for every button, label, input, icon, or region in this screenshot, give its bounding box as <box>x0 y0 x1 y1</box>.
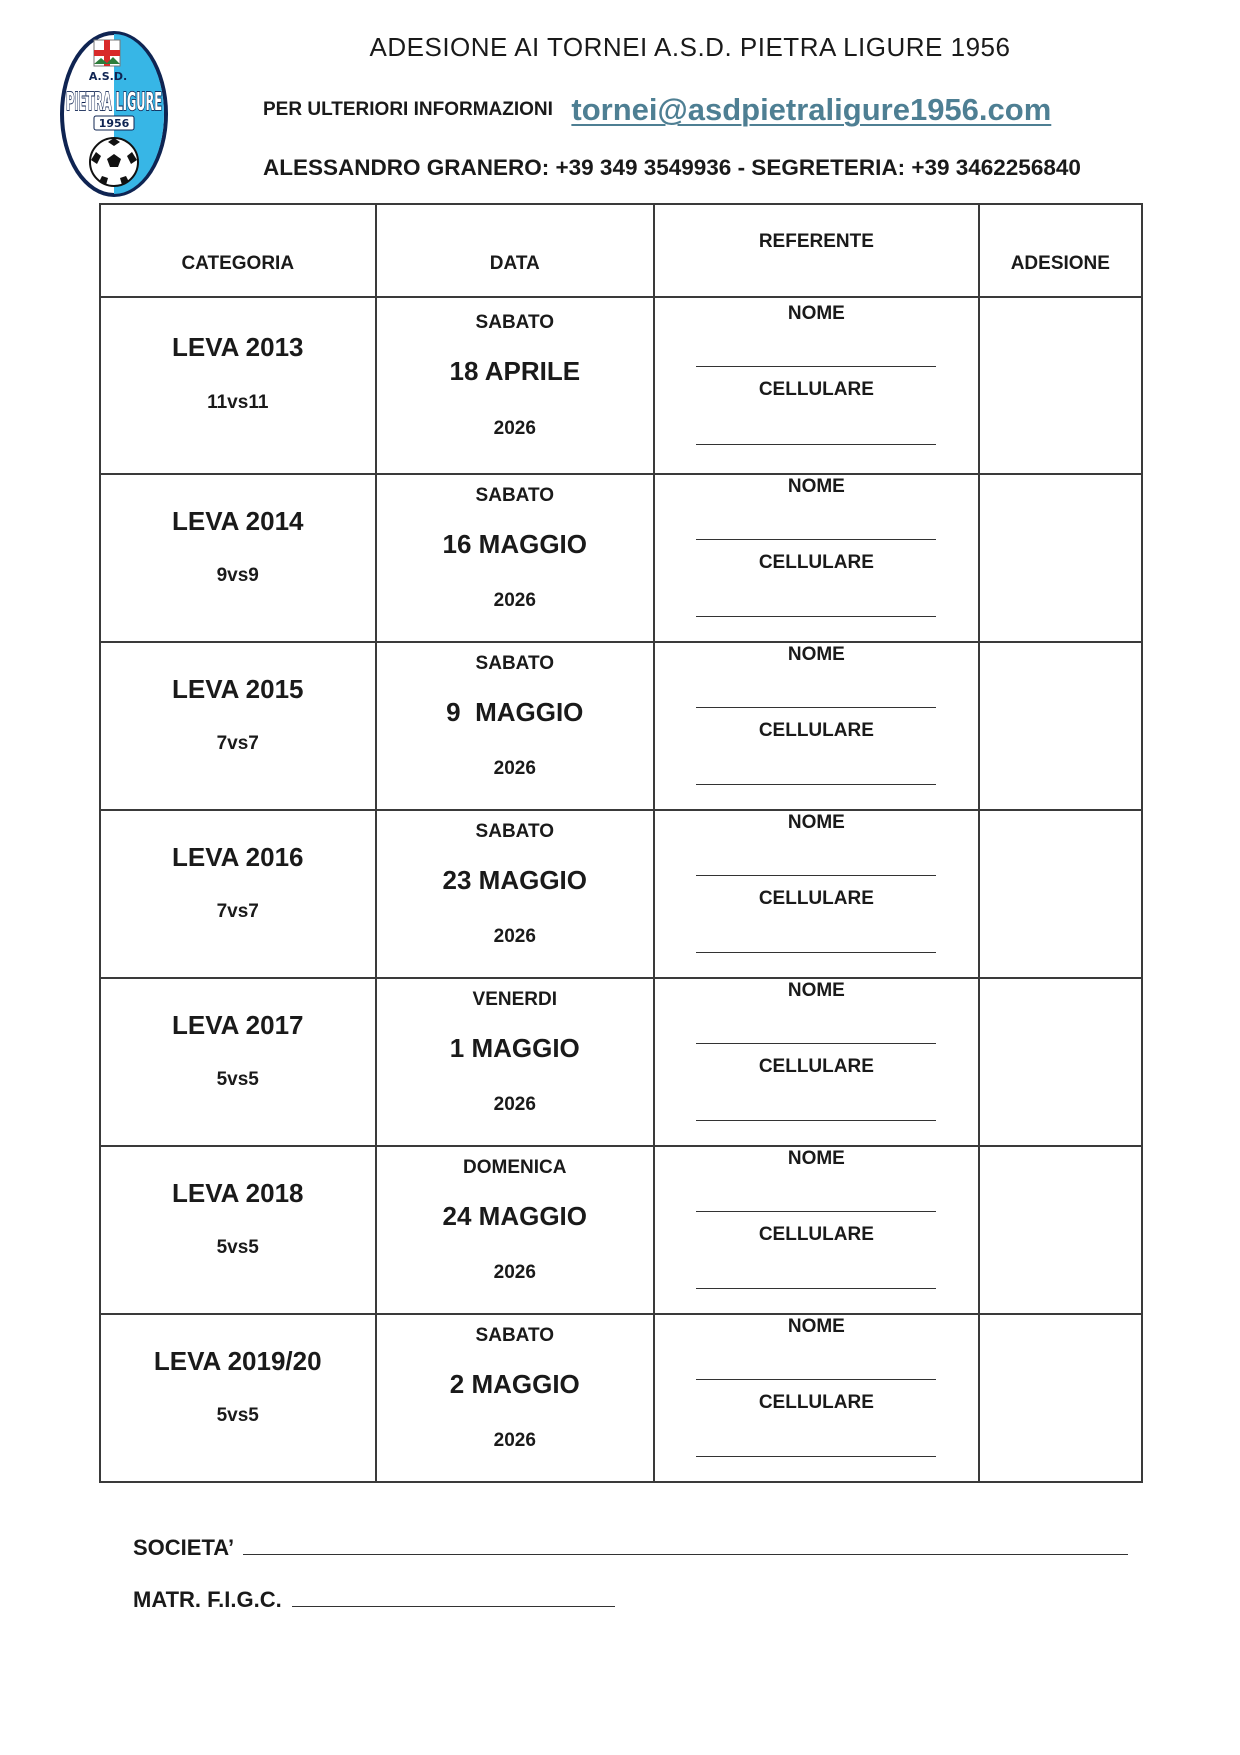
category-cell <box>100 474 376 642</box>
adesione-cell[interactable] <box>979 642 1142 810</box>
cellulare-field[interactable] <box>696 1288 936 1289</box>
logo-top-text: A.S.D. <box>88 70 128 83</box>
matricola-row <box>133 1587 615 1613</box>
info-label: PER ULTERIORI INFORMAZIONI <box>263 99 553 120</box>
category-name: LEVA 2017 <box>172 1010 304 1040</box>
table-row <box>100 978 1142 1146</box>
cellulare-field[interactable] <box>696 1456 936 1457</box>
table-row <box>100 642 1142 810</box>
nome-field[interactable] <box>696 1379 936 1380</box>
cellulare-label: CELLULARE <box>758 379 874 400</box>
referente-cell <box>654 1146 979 1314</box>
cellulare-field[interactable] <box>696 1120 936 1121</box>
referente-cell <box>654 1314 979 1482</box>
nome-field[interactable] <box>696 875 936 876</box>
matricola-field[interactable] <box>292 1588 615 1607</box>
date-cell <box>376 1314 655 1482</box>
cellulare-field[interactable] <box>696 952 936 953</box>
cellulare-field[interactable] <box>696 444 936 445</box>
category-name: LEVA 2018 <box>172 1178 304 1208</box>
table-row <box>100 1314 1142 1482</box>
header-adesione: ADESIONE <box>979 204 1142 297</box>
category-name: LEVA 2013 <box>172 332 304 362</box>
adesione-cell[interactable] <box>979 1314 1142 1482</box>
category-name: LEVA 2015 <box>172 674 304 704</box>
date-day-month: 24 MAGGIO <box>442 1201 588 1231</box>
date-year: 2026 <box>493 1430 536 1451</box>
referente-cell <box>654 810 979 978</box>
category-cell <box>100 978 376 1146</box>
cellulare-label: CELLULARE <box>758 888 874 909</box>
date-day-month: 23 MAGGIO <box>442 865 588 895</box>
category-name: LEVA 2019/20 <box>153 1346 322 1376</box>
category-format: 5vs5 <box>216 1405 259 1426</box>
date-day-month: 1 MAGGIO <box>449 1033 580 1063</box>
cellulare-field[interactable] <box>696 784 936 785</box>
cellulare-field[interactable] <box>696 616 936 617</box>
date-weekday: SABATO <box>475 312 555 333</box>
nome-label: NOME <box>787 644 845 665</box>
matricola-label: MATR. F.I.G.C. <box>133 1587 282 1612</box>
date-weekday: SABATO <box>475 485 555 506</box>
category-cell <box>100 297 376 474</box>
referente-cell <box>654 474 979 642</box>
date-year: 2026 <box>493 1262 536 1283</box>
category-cell <box>100 642 376 810</box>
club-crest-icon <box>58 30 170 198</box>
date-day-month: 9 MAGGIO <box>446 697 584 727</box>
cellulare-label: CELLULARE <box>758 1056 874 1077</box>
nome-label: NOME <box>787 1148 845 1169</box>
category-format: 7vs7 <box>216 733 259 754</box>
nome-field[interactable] <box>696 539 936 540</box>
date-weekday: DOMENICA <box>463 1157 567 1178</box>
logo-name-text: PIETRA LIGURE <box>66 87 162 116</box>
nome-field[interactable] <box>696 707 936 708</box>
date-cell <box>376 297 655 474</box>
category-format: 7vs7 <box>216 901 259 922</box>
nome-label: NOME <box>787 1316 845 1337</box>
date-cell <box>376 810 655 978</box>
logo-year-text: 1956 <box>98 117 130 130</box>
adesione-cell[interactable] <box>979 474 1142 642</box>
category-cell <box>100 1314 376 1482</box>
club-logo <box>58 30 170 198</box>
header-categoria: CATEGORIA <box>100 204 376 297</box>
header-referente: REFERENTE <box>654 204 979 297</box>
societa-field[interactable] <box>243 1536 1128 1555</box>
date-day-month: 18 APRILE <box>449 356 581 386</box>
date-day-month: 16 MAGGIO <box>442 529 588 559</box>
contacts-line: ALESSANDRO GRANERO: +39 349 3549936 - SEGRETERIA: +39 3462256840 <box>263 155 1081 180</box>
cellulare-label: CELLULARE <box>758 552 874 573</box>
date-year: 2026 <box>493 758 536 779</box>
table-header-row <box>100 204 1142 297</box>
header-data: DATA <box>376 204 655 297</box>
date-cell <box>376 978 655 1146</box>
email-link[interactable]: tornei@asdpietraligure1956.com <box>571 92 1052 127</box>
date-year: 2026 <box>493 418 536 439</box>
adesione-cell[interactable] <box>979 297 1142 474</box>
nome-label: NOME <box>787 812 845 833</box>
date-cell <box>376 474 655 642</box>
date-cell <box>376 642 655 810</box>
nome-label: NOME <box>787 476 845 497</box>
adesione-cell[interactable] <box>979 810 1142 978</box>
category-name: LEVA 2014 <box>172 506 304 536</box>
cellulare-label: CELLULARE <box>758 720 874 741</box>
table-row <box>100 810 1142 978</box>
category-format: 5vs5 <box>216 1069 259 1090</box>
societa-row <box>133 1535 1128 1561</box>
table-row <box>100 474 1142 642</box>
category-format: 11vs11 <box>207 392 269 413</box>
cellulare-label: CELLULARE <box>758 1392 874 1413</box>
referente-cell <box>654 642 979 810</box>
date-year: 2026 <box>493 926 536 947</box>
category-cell <box>100 810 376 978</box>
info-row <box>263 92 1051 128</box>
date-year: 2026 <box>493 1094 536 1115</box>
date-weekday: SABATO <box>475 653 555 674</box>
nome-field[interactable] <box>696 366 936 367</box>
category-format: 5vs5 <box>216 1237 259 1258</box>
date-day-month: 2 MAGGIO <box>449 1369 580 1399</box>
category-name: LEVA 2016 <box>172 842 304 872</box>
table-row <box>100 297 1142 474</box>
cellulare-label: CELLULARE <box>758 1224 874 1245</box>
date-weekday: SABATO <box>475 1325 555 1346</box>
nome-field[interactable] <box>696 1211 936 1212</box>
adesione-cell[interactable] <box>979 978 1142 1146</box>
referente-cell <box>654 297 979 474</box>
category-cell <box>100 1146 376 1314</box>
date-weekday: VENERDI <box>472 989 558 1010</box>
nome-field[interactable] <box>696 1043 936 1044</box>
date-weekday: SABATO <box>475 821 555 842</box>
table-row <box>100 1146 1142 1314</box>
referente-cell <box>654 978 979 1146</box>
adesione-cell[interactable] <box>979 1146 1142 1314</box>
page-title: ADESIONE AI TORNEI A.S.D. PIETRA LIGURE 1956 <box>369 32 1011 62</box>
category-format: 9vs9 <box>216 565 259 586</box>
nome-label: NOME <box>787 303 845 324</box>
date-cell <box>376 1146 655 1314</box>
nome-label: NOME <box>787 980 845 1001</box>
societa-label: SOCIETA’ <box>133 1535 233 1560</box>
date-year: 2026 <box>493 590 536 611</box>
registration-table <box>99 203 1143 1483</box>
